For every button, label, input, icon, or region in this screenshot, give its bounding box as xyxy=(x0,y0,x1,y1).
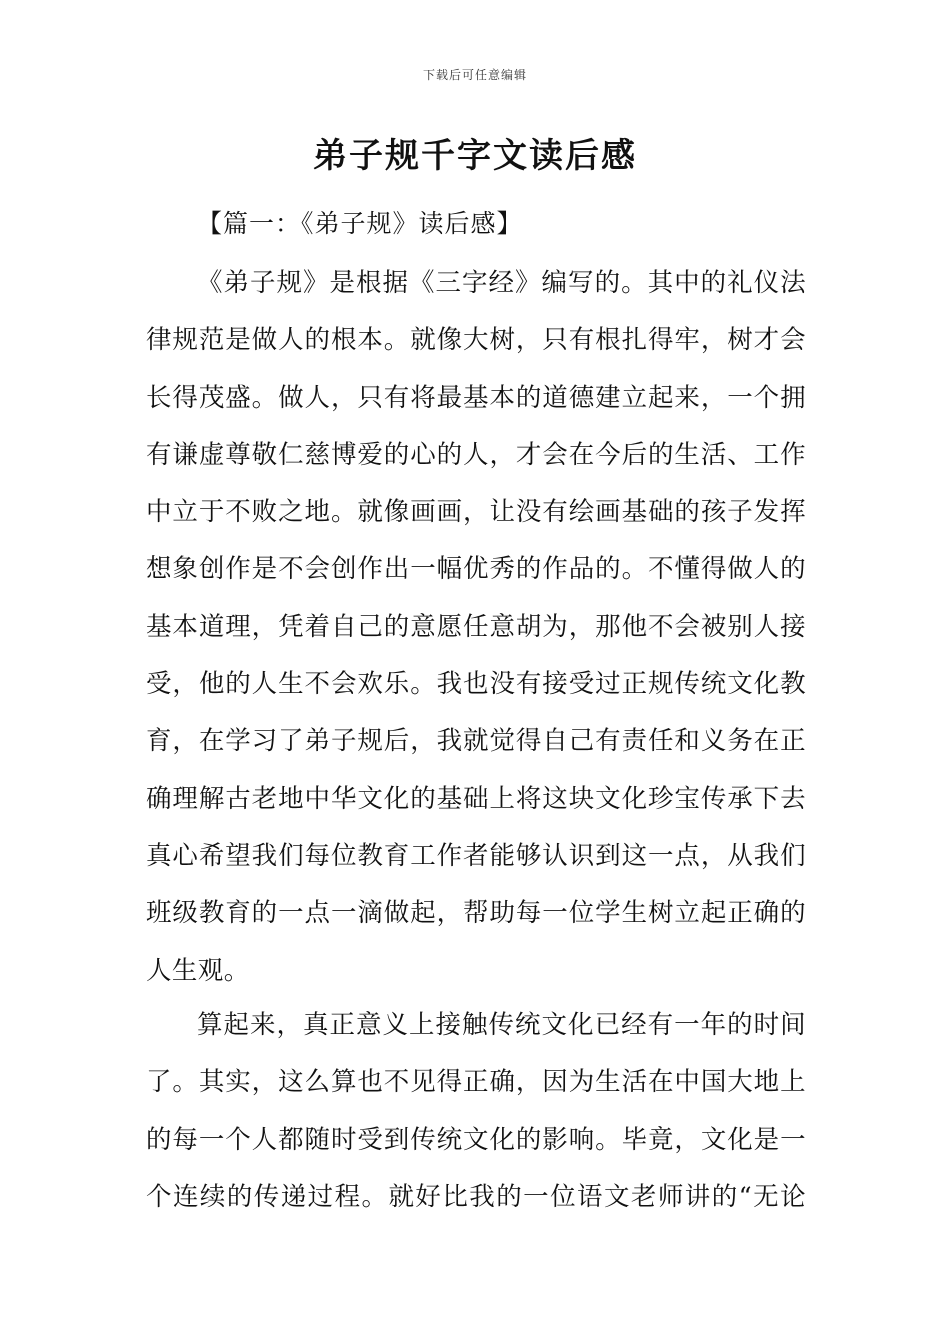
paragraph-line: 律规范是做人的根本。就像大树，只有根扎得牢，树才会 xyxy=(146,325,806,356)
paragraph-line: 有谦虚尊敬仁慈博爱的心的人，才会在今后的生活、工作 xyxy=(146,439,806,470)
paragraph-line: 基本道理，凭着自己的意愿任意胡为，那他不会被别人接 xyxy=(146,611,806,642)
paragraph-line: 想象创作是不会创作出一幅优秀的作品的。不懂得做人的 xyxy=(146,554,806,585)
paragraph-line: 《弟子规》是根据《三字经》编写的。其中的礼仪法 xyxy=(197,268,806,298)
paragraph-line: 的每一个人都随时受到传统文化的影响。毕竟，文化是一 xyxy=(146,1124,806,1155)
document-title: 弟子规千字文读后感 xyxy=(313,136,637,176)
header-note: 下载后可任意编辑 xyxy=(422,68,527,82)
paragraph-line: 人生观。 xyxy=(146,955,250,986)
paragraph-1 xyxy=(146,255,806,1000)
paragraph-line: 个连续的传递过程。就好比我的一位语文老师讲的“无论 xyxy=(146,1181,806,1212)
paragraph-2 xyxy=(146,997,806,1226)
section-heading: 【篇一：《弟子规》读后感】 xyxy=(197,209,523,238)
paragraph-line: 中立于不败之地。就像画画，让没有绘画基础的孩子发挥 xyxy=(146,497,806,528)
paragraph-line: 真心希望我们每位教育工作者能够认识到这一点，从我们 xyxy=(146,840,806,871)
paragraph-line: 确理解古老地中华文化的基础上将这块文化珍宝传承下去 xyxy=(146,783,806,814)
paragraph-line: 了。其实，这么算也不见得正确，因为生活在中国大地上 xyxy=(146,1067,806,1098)
paragraph-line: 班级教育的一点一滴做起，帮助每一位学生树立起正确的 xyxy=(146,898,806,929)
paragraph-line: 受，他的人生不会欢乐。我也没有接受过正规传统文化教 xyxy=(146,669,806,700)
paragraph-line: 长得茂盛。做人，只有将最基本的道德建立起来，一个拥 xyxy=(146,382,806,413)
paragraph-line: 算起来，真正意义上接触传统文化已经有一年的时间 xyxy=(197,1010,806,1040)
paragraph-line: 育，在学习了弟子规后，我就觉得自己有责任和义务在正 xyxy=(146,726,806,757)
